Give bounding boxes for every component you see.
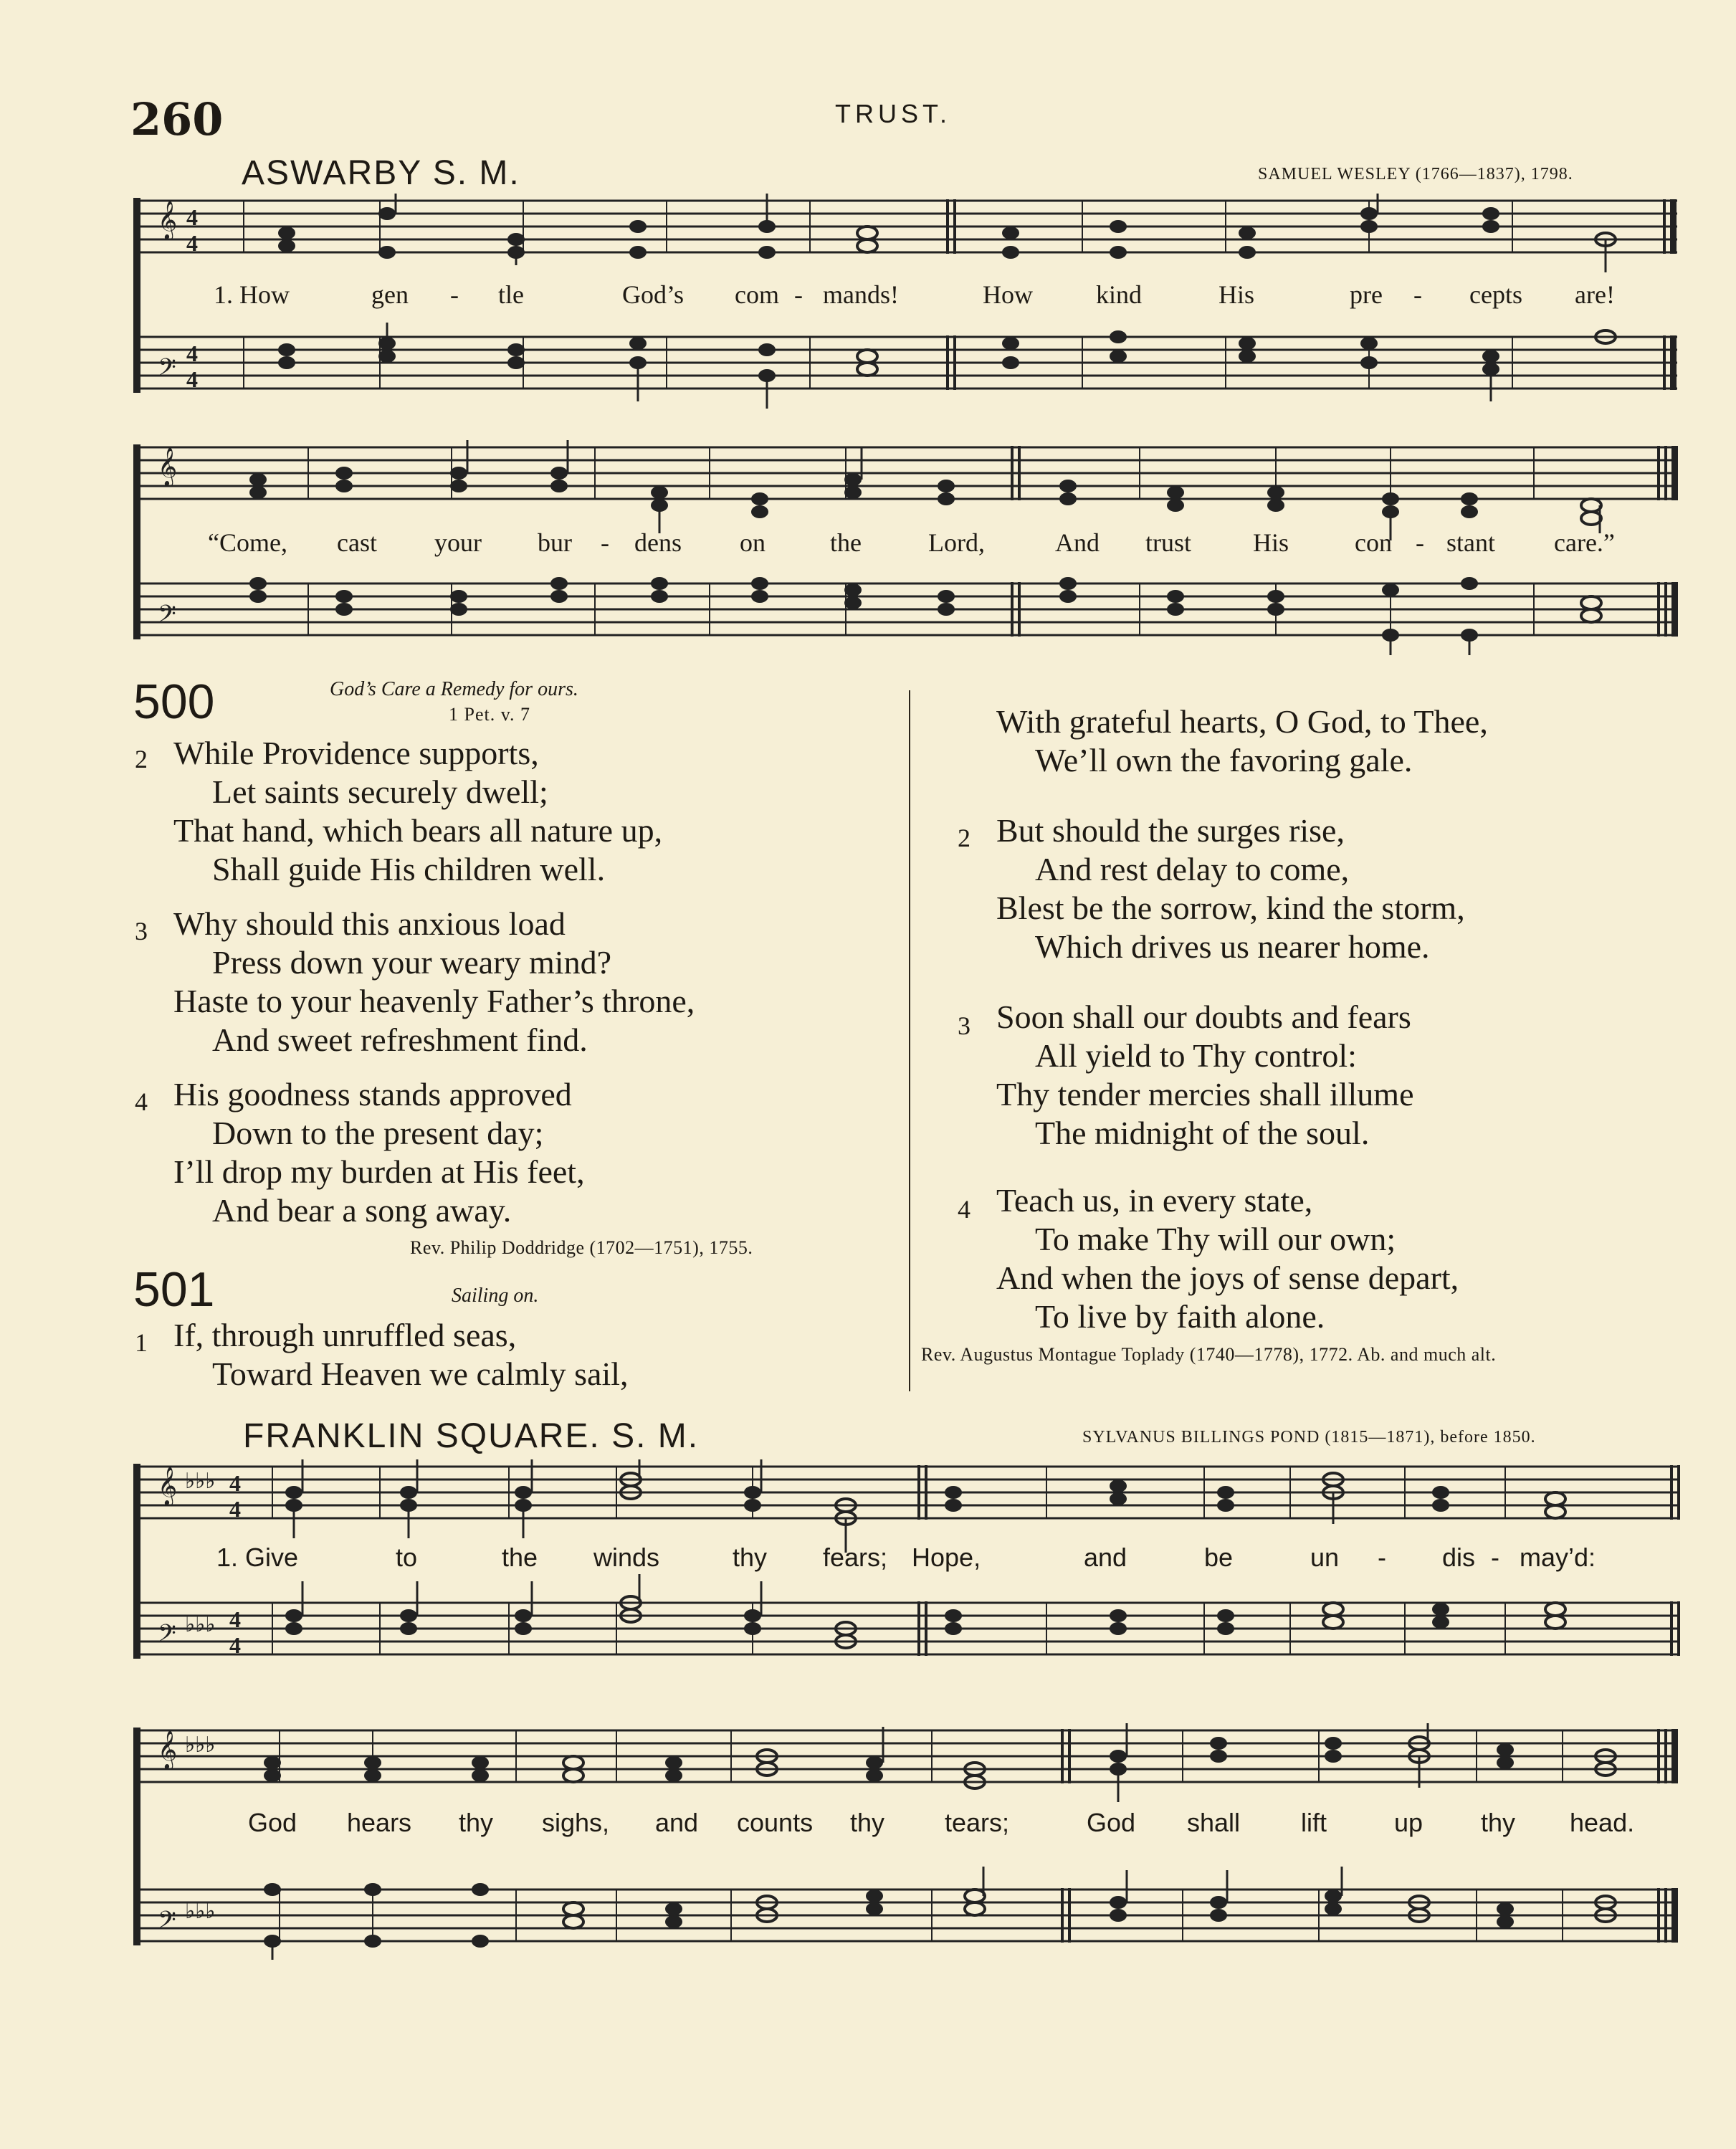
verse-line: And bear a song away. bbox=[212, 1192, 512, 1229]
lyric-word: and bbox=[1084, 1543, 1127, 1572]
lyric-word: lift bbox=[1301, 1808, 1327, 1837]
tune-composer: SAMUEL WESLEY (1766—1837), 1798. bbox=[1258, 165, 1573, 184]
lyrics-line-3 bbox=[0, 1543, 1736, 1578]
svg-text:𝄢: 𝄢 bbox=[158, 601, 176, 634]
lyric-word: thy bbox=[850, 1808, 885, 1837]
svg-text:♭♭♭: ♭♭♭ bbox=[185, 1469, 216, 1494]
lyric-word: bur bbox=[538, 528, 572, 557]
verse-line: Why should this anxious load bbox=[173, 905, 566, 942]
verse-line: Toward Heaven we calmly sail, bbox=[212, 1355, 629, 1392]
verse-line: I’ll drop my burden at His feet, bbox=[173, 1153, 585, 1190]
verse-line: Haste to your heavenly Father’s throne, bbox=[173, 983, 695, 1019]
lyric-word: God’s bbox=[622, 280, 685, 309]
stanza-501-1 bbox=[135, 1316, 909, 1393]
verse-line: With grateful hearts, O God, to Thee, bbox=[996, 703, 1488, 740]
running-head: TRUST. bbox=[835, 99, 951, 128]
lyric-word: - bbox=[794, 280, 803, 309]
lyric-word: winds bbox=[593, 1543, 660, 1572]
hymn-number-500: 500 bbox=[133, 675, 215, 729]
lyric-word: sighs, bbox=[542, 1808, 610, 1837]
lyric-word: mands! bbox=[823, 280, 899, 309]
stanza-501-2 bbox=[958, 811, 1717, 966]
lyric-word: 1. Give bbox=[216, 1543, 299, 1572]
lyrics-line-2 bbox=[0, 528, 1736, 563]
verse-line: Thy tender mercies shall illume bbox=[996, 1076, 1414, 1112]
svg-text:𝄢: 𝄢 bbox=[158, 1907, 176, 1940]
lyric-word: shall bbox=[1187, 1808, 1241, 1837]
stanza-500-4 bbox=[135, 1075, 909, 1230]
svg-text:♭♭♭: ♭♭♭ bbox=[185, 1612, 216, 1637]
lyric-word: and bbox=[655, 1808, 699, 1837]
lyric-word: God bbox=[248, 1808, 297, 1837]
lyric-word: con bbox=[1355, 528, 1392, 557]
verse-line: If, through unruffled seas, bbox=[173, 1317, 517, 1353]
lyric-word: His bbox=[1253, 528, 1289, 557]
verse-line: Blest be the sorrow, kind the storm, bbox=[996, 890, 1465, 926]
svg-text:4: 4 bbox=[186, 230, 198, 256]
verse-line: While Providence supports, bbox=[173, 735, 539, 771]
lyric-word: kind bbox=[1096, 280, 1143, 309]
verse-line: Soon shall our doubts and fears bbox=[996, 999, 1411, 1035]
lyric-word: tle bbox=[498, 280, 524, 309]
lyric-word: - bbox=[1491, 1543, 1499, 1572]
lyric-word: up bbox=[1394, 1808, 1423, 1837]
stanza-501-4 bbox=[958, 1181, 1717, 1336]
lyrics-line-4 bbox=[0, 1808, 1736, 1844]
lyric-word: cepts bbox=[1469, 280, 1522, 309]
svg-text:𝄞: 𝄞 bbox=[158, 447, 178, 485]
lyric-word: Lord, bbox=[928, 528, 985, 557]
lyric-word: cast bbox=[337, 528, 377, 557]
verse-line: That hand, which bears all nature up, bbox=[173, 812, 663, 849]
verse-line: Shall guide His children well. bbox=[212, 851, 606, 887]
stanza-number: 4 bbox=[135, 1087, 148, 1116]
lyric-word: the bbox=[830, 528, 862, 557]
svg-text:♭♭♭: ♭♭♭ bbox=[185, 1899, 216, 1924]
svg-text:4: 4 bbox=[186, 204, 198, 230]
svg-text:𝄞: 𝄞 bbox=[158, 1466, 178, 1505]
verse-line: But should the surges rise, bbox=[996, 812, 1345, 849]
lyric-word: to bbox=[396, 1543, 418, 1572]
verse-line: To make Thy will our own; bbox=[1035, 1221, 1396, 1257]
hymn-author: Rev. Philip Doddridge (1702—1751), 1755. bbox=[410, 1237, 753, 1258]
lyric-word: His bbox=[1218, 280, 1255, 309]
hymn-reference: 1 Pet. v. 7 bbox=[449, 704, 531, 725]
lyric-word: 1. How bbox=[214, 280, 290, 309]
stanza-500-3 bbox=[135, 905, 909, 1059]
verse-line: All yield to Thy control: bbox=[1035, 1037, 1357, 1074]
lyric-word: God bbox=[1087, 1808, 1136, 1837]
svg-text:𝄢: 𝄢 bbox=[158, 1620, 176, 1653]
lyric-word: gen bbox=[371, 280, 409, 309]
lyric-word: tears; bbox=[945, 1808, 1010, 1837]
staff-lines-treble bbox=[136, 201, 1677, 252]
lyric-word: Hope, bbox=[912, 1543, 981, 1572]
svg-text:𝄞: 𝄞 bbox=[158, 1730, 178, 1768]
lyric-word: - bbox=[1413, 280, 1422, 309]
lyric-word: And bbox=[1055, 528, 1100, 557]
lyric-word: your bbox=[434, 528, 482, 557]
lyric-word: com bbox=[735, 280, 779, 309]
verse-line: And when the joys of sense depart, bbox=[996, 1259, 1459, 1296]
lyric-word: are! bbox=[1575, 280, 1615, 309]
lyric-word: thy bbox=[459, 1808, 494, 1837]
verse-line: Down to the present day; bbox=[212, 1115, 544, 1151]
verse-line: His goodness stands approved bbox=[173, 1076, 572, 1112]
verse-line: We’ll own the favoring gale. bbox=[1035, 742, 1413, 778]
verse-line: And rest delay to come, bbox=[1035, 851, 1350, 887]
lyric-word: stant bbox=[1446, 528, 1495, 557]
lyric-word: dis bbox=[1442, 1543, 1476, 1572]
lyric-word: thy bbox=[1481, 1808, 1516, 1837]
svg-text:4: 4 bbox=[229, 1496, 241, 1522]
lyric-word: dens bbox=[634, 528, 682, 557]
svg-text:4: 4 bbox=[229, 1606, 241, 1632]
svg-text:4: 4 bbox=[229, 1632, 241, 1658]
lyric-word: - bbox=[1378, 1543, 1386, 1572]
lyric-word: hears bbox=[347, 1808, 412, 1837]
verse-line: Let saints securely dwell; bbox=[212, 773, 548, 810]
stanza-number: 3 bbox=[958, 1011, 970, 1040]
column-divider bbox=[909, 690, 910, 1391]
lyric-word: trust bbox=[1145, 528, 1192, 557]
verse-line: To live by faith alone. bbox=[1035, 1298, 1325, 1335]
stanza-number: 2 bbox=[958, 824, 970, 852]
svg-text:𝄢: 𝄢 bbox=[158, 354, 176, 387]
stanza-number: 3 bbox=[135, 917, 148, 945]
stanza-500-2 bbox=[135, 734, 909, 889]
stanza-501-3 bbox=[958, 998, 1717, 1153]
verse-line: Press down your weary mind? bbox=[212, 944, 612, 981]
staff-lines-bass bbox=[136, 337, 1677, 389]
verse-line: And sweet refreshment find. bbox=[212, 1021, 588, 1058]
hymn-author: Rev. Augustus Montague Toplady (1740—1778), 1772. Ab. and much alt. bbox=[921, 1344, 1497, 1365]
lyric-word: un bbox=[1310, 1543, 1340, 1572]
lyric-word: - bbox=[601, 528, 609, 557]
tune-name: FRANKLIN SQUARE. S. M. bbox=[243, 1417, 700, 1455]
hymn-title: Sailing on. bbox=[452, 1285, 539, 1307]
verse-line: Teach us, in every state, bbox=[996, 1182, 1313, 1219]
lyric-word: How bbox=[983, 280, 1033, 309]
svg-text:♭♭♭: ♭♭♭ bbox=[185, 1733, 216, 1758]
lyric-word: care.” bbox=[1554, 528, 1615, 557]
lyric-word: pre bbox=[1350, 280, 1383, 309]
svg-text:4: 4 bbox=[229, 1470, 241, 1496]
stanza-number: 2 bbox=[135, 745, 148, 773]
lyric-word: on bbox=[740, 528, 766, 557]
stanza-number: 1 bbox=[135, 1328, 148, 1357]
lyric-word: be bbox=[1204, 1543, 1234, 1572]
verse-line: Which drives us nearer home. bbox=[1035, 928, 1430, 965]
svg-text:4: 4 bbox=[186, 340, 198, 366]
page-number: 260 bbox=[130, 93, 224, 146]
lyric-word: head. bbox=[1570, 1808, 1635, 1837]
hymn-number-501: 501 bbox=[133, 1262, 215, 1317]
lyric-word: thy bbox=[733, 1543, 768, 1572]
lyric-word: fears; bbox=[823, 1543, 888, 1572]
verse-line: The midnight of the soul. bbox=[1035, 1115, 1370, 1151]
tune-name: ASWARBY S. M. bbox=[242, 154, 520, 192]
lyric-word: - bbox=[450, 280, 459, 309]
lyric-word: the bbox=[502, 1543, 538, 1572]
lyric-word: - bbox=[1416, 528, 1424, 557]
svg-text:4: 4 bbox=[186, 366, 198, 392]
hymn-title: God’s Care a Remedy for ours. bbox=[330, 678, 578, 700]
stanza-number: 4 bbox=[958, 1195, 970, 1224]
lyrics-line-1 bbox=[0, 280, 1736, 315]
lyric-word: counts bbox=[737, 1808, 814, 1837]
tune-composer: SYLVANUS BILLINGS POND (1815—1871), before 1850. bbox=[1082, 1428, 1536, 1447]
lyric-word: “Come, bbox=[208, 528, 287, 557]
svg-text:𝄞: 𝄞 bbox=[158, 200, 178, 239]
stanza-501-1-continued bbox=[996, 702, 1713, 780]
lyric-word: may’d: bbox=[1520, 1543, 1596, 1572]
